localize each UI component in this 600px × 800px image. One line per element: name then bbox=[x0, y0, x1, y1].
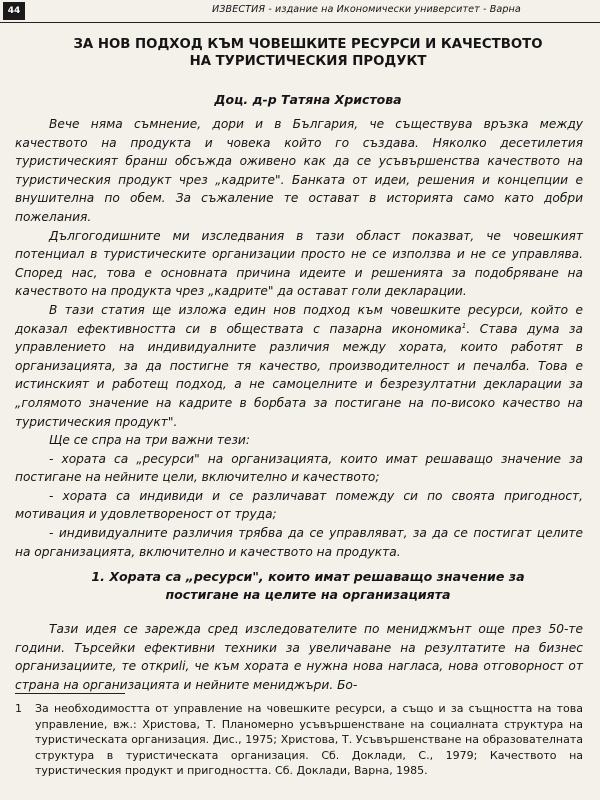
section-heading-line-1: 1. Хората са „ресурси", които имат решаващо значение за bbox=[91, 569, 525, 584]
footnote-mark: 1 bbox=[15, 702, 22, 715]
paragraph: Тази идея се зарежда сред изследователите по мениджмънт още през 50-те години. Търсейки ефективни техники за увеличаване на резултатите на бизнес организациите, те откриli, че към хората е нужна нова нагласа, нова отговорност от страна на организацията и нейните мениджъри. Бо- bbox=[15, 622, 583, 692]
paragraph: Ще се спра на три важни тези: bbox=[49, 433, 250, 448]
title-line-2: НА ТУРИСТИЧЕСКИЯ ПРОДУКТ bbox=[189, 54, 427, 69]
paragraph-text: Става дума за управлението на индивидуалните различия между хората, които работят в организацията, за да постигне тя качество, производителност и печалба. Това е истинският и работещ подход, а не самоцелните и безрезултатни декларации за „голямото значение на кадрите в борбата за постигане на по-високо качество на туристическия продукт". bbox=[15, 321, 584, 429]
footnote-reference[interactable]: 1 bbox=[461, 321, 467, 330]
running-header bbox=[0, 0, 600, 23]
page-number: 44 bbox=[3, 2, 25, 20]
paragraph-with-footnote: В тази статия ще изложа един нов подход към човешките ресурси, който е доказал ефективността си в обществата с пазарна икономика$^1$. Става дума за управлението на индивидуалните различия между хората, които работят в организацията, за да постигне тя качество, производителност и печалба. Това е истинският и работещ подход, а не самоцелните и безрезултатни декларации за „голямото значение на кадрите в борбата за постигане на по-високо качество на туристическия продукт". bbox=[15, 302, 584, 429]
author-name: Доц. д-р Татяна Христова bbox=[214, 92, 402, 107]
list-item: - хората са индивиди и се различават помежду си по своята пригодност, мотивация и удовлетвореност от труда; bbox=[15, 488, 583, 522]
section-body bbox=[15, 620, 583, 694]
paragraph-text: В тази статия ще изложа един нов подход към човешките ресурси, който е доказал ефективността си в обществата с пазарна икономика bbox=[15, 302, 583, 336]
running-title: ИЗВЕСТИЯ - издание на Икономически университет - Варна bbox=[212, 4, 521, 15]
section-heading-line-2: постигане на целите на организацията bbox=[165, 587, 451, 602]
list-item: - хората са „ресурси" на организацията, които имат решаващо значение за постигане на нейните цели, включително и качеството; bbox=[15, 451, 583, 485]
paragraph: Дългогодишните ми изследвания в тази област показват, че човешкият потенциал в туристическите организации просто не се използва и не се управлява. Според нас, това е основната причина идеите и решенията за подобряване на качеството на продукта чрез „кадрите" да остават голи декларации. bbox=[15, 228, 583, 299]
footnote bbox=[15, 701, 583, 779]
title-line-1: ЗА НОВ ПОДХОД КЪМ ЧОВЕШКИТЕ РЕСУРСИ И КАЧЕСТВОТО bbox=[73, 37, 543, 52]
footnote-divider bbox=[15, 693, 125, 694]
paragraph: Вече няма съмнение, дори и в България, че съществува връзка между качеството на продукта и човека който го създава. Няколко десетилетия туристическият бранш обсъжда оживено как да се усъвършенства качеството на туристическия продукт чрез „кадрите". Банката от идеи, решения и концепции е внушителна по обем. За съжаление те остават в историята само като добри пожелания. bbox=[15, 117, 583, 224]
footnote-text: За необходимостта от управление на човешките ресурси, а също и за същността на това управление, вж.: Христова, Т. Планомерно усъвършенстване на социалната структура на туристическата организация. Дис., 1975; Христова, Т. Усъвършенстване на образователната структура в туристическата организация. Сб. Доклади, С., 1979; Качеството на туристическия продукт и пригодността. Сб. Доклади, Варна, 1985. bbox=[35, 702, 583, 777]
article-body bbox=[15, 115, 583, 561]
section-heading bbox=[30, 568, 586, 604]
list-item: - индивидуалните различия трябва да се управляват, за да се постигат целите на организацията, включително и качеството на продукта. bbox=[15, 526, 583, 559]
article-title bbox=[30, 36, 586, 70]
